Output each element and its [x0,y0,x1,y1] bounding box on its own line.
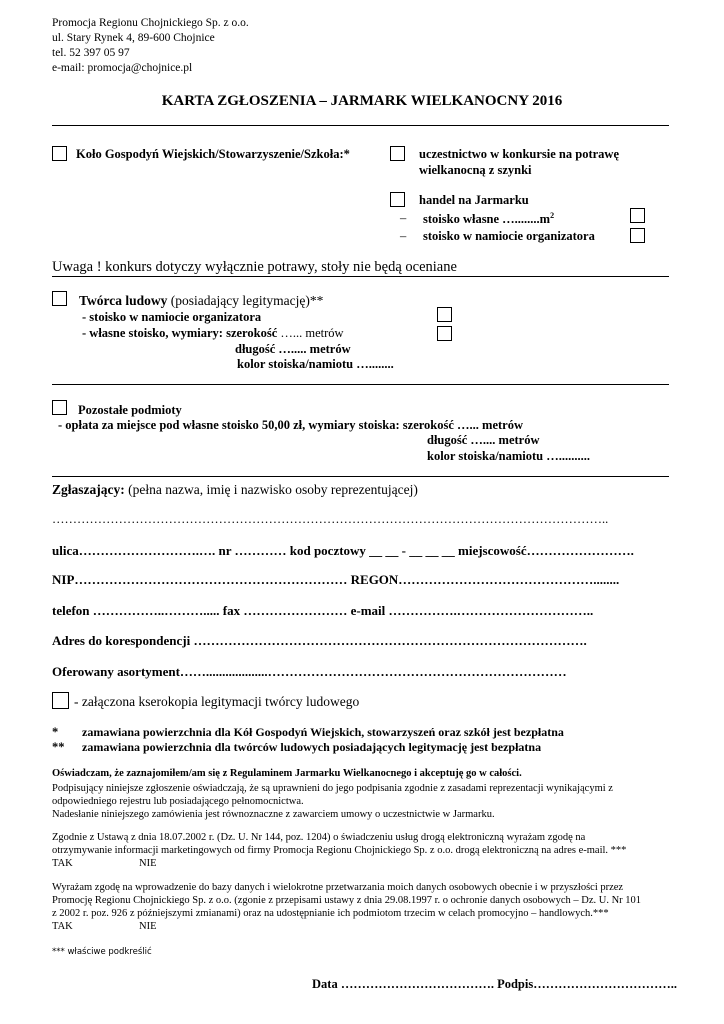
declaration-text: odpowiedniego rejestru lub posiadającego pełnomocnictwa. [52,796,304,807]
declaration-text: Podpisujący niniejsze zgłoszenie oświadczają, że są uprawnieni do jego podpisania zgodnie z zasadami reprezentacji wynikającymi z [52,783,613,794]
assortment-field[interactable]: Oferowany asortyment……...................…………………………………………………………… [52,664,567,679]
marketing-consent-text: otrzymywanie informacji marketingowych od firmy Promocja Regionu Chojnickiego Sp. z o.o. drogą elektroniczną na adres e-mail. *** [52,845,627,856]
folk-artist-title: Twórca ludowy [79,293,168,308]
other-entities-title: Pozostałe podmioty [78,403,182,417]
folk-tent-label: - stoisko w namiocie organizatora [82,310,262,324]
contest-checkbox[interactable] [390,146,405,161]
folk-own-suffix: …... metrów [277,326,344,340]
divider [52,384,669,385]
correspondence-field[interactable]: Adres do korespondencji ………………………………………………………………………………. [52,633,587,648]
data-yes-option[interactable]: TAK [52,921,73,932]
divider [52,476,669,477]
folk-own-stand-checkbox[interactable] [437,326,452,341]
address-fields[interactable]: ulica……………………….…. nr ………… kod pocztowy __ __ - __ __ __ miejscowość……………………. [52,543,634,558]
data-no-option[interactable]: NIE [139,921,157,932]
other-entities-checkbox[interactable] [52,400,67,415]
organizer-tent-label: stoisko w namiocie organizatora [423,229,595,243]
other-fee-line: - opłata za miejsce pod własne stoisko 50,00 zł, wymiary stoiska: szerokość …... metrów [58,418,523,432]
regulation-statement: Oświadczam, że zaznajomiłem/am się z Regulaminem Jarmarku Wielkanocnego i akceptuję go w całości. [52,768,522,779]
applicant-hint: (pełna nazwa, imię i nazwisko osoby reprezentującej) [124,482,418,497]
folk-own-prefix: - własne stoisko, wymiary: szerokość [82,326,278,340]
organizer-tent-checkbox[interactable] [630,228,645,243]
data-consent-text: Promocję Regionu Chojnickiego Sp. z o.o. (zgonie z przepisami ustawy z dnia 29.08.1997 r. o ochronie danych osobowych – Dz. U. Nr 101 [52,895,642,906]
org-address: ul. Stary Rynek 4, 89-600 Chojnice [52,32,215,44]
folk-artist-label [79,293,323,309]
tax-id-fields[interactable]: NIP……………………………………………………… REGON………………………………………........ [52,572,620,587]
data-consent-text: z 2002 r. poz. 926 z późniejszymi zmianami) oraz na udostępnianie ich podmiotom trzecim w celach promocyjno – handlowych.*** [52,908,609,919]
own-stand-label [423,211,554,227]
folk-tent-checkbox[interactable] [437,307,452,322]
dash-marker: – [400,211,407,225]
data-consent-text: Wyrażam zgodę na wprowadzenie do bazy danych i wielokrotne przetwarzania moich danych osobowych obecnie i w przyszłości przez [52,882,624,893]
folk-length: długość …..... metrów [235,342,351,356]
declaration-text: Nadesłanie niniejszego zamówienia jest równoznaczne z zawarciem umowy o uczestnictwie w Jarmarku. [52,809,495,820]
folk-artist-subtitle: (posiadający legitymację)** [167,293,324,308]
contact-fields[interactable]: telefon ……………..………..... fax …………………… e-mail …………….………………………….. [52,603,594,618]
contest-note: Uwaga ! konkurs dotyczy wyłącznie potrawy, stoły nie będą oceniane [52,259,457,275]
footnote-2: zamawiana powierzchnia dla twórców ludowych posiadających legitymację jest bezpłatna [82,740,542,754]
own-stand-text: stoisko własne …........m [423,212,551,227]
org-name: Promocja Regionu Chojnickiego Sp. z o.o. [52,17,249,29]
folk-color: kolor stoiska/namiotu …........ [237,357,394,371]
dash-marker: – [400,229,407,243]
form-title: KARTA ZGŁOSZENIA – JARMARK WIELKANOCNY 2016 [161,93,563,109]
own-stand-checkbox[interactable] [630,208,645,223]
trade-checkbox[interactable] [390,192,405,207]
contest-label-line2: wielkanocną z szynki [419,163,532,177]
footnote-1: zamawiana powierzchnia dla Kół Gospodyń Wiejskich, stowarzyszeń oraz szkół jest bezpłatna [82,725,564,739]
folk-own-stand-label [82,326,344,341]
id-copy-label: - załączona kserokopia legitymacji twórcy ludowego [74,694,360,709]
marketing-no-option[interactable]: NIE [139,858,157,869]
contest-label-line1: uczestnictwo w konkursie na potrawę [419,147,619,161]
applicant-name-field[interactable]: …………………………………………………………………………………………………………………….. [52,512,609,526]
marketing-yes-option[interactable]: TAK [52,858,73,869]
other-color: kolor stoiska/namiotu ….......... [427,449,590,463]
org-email: e-mail: promocja@chojnice.pl [52,62,193,74]
footnote-marker: ** [52,740,65,754]
applicant-label [52,482,418,498]
trade-label: handel na Jarmarku [419,193,529,207]
folk-artist-checkbox[interactable] [52,291,67,306]
divider [52,125,669,126]
applicant-title: Zgłaszający: [52,482,125,497]
kgw-label: Koło Gospodyń Wiejskich/Stowarzyszenie/Szkoła:* [76,147,350,161]
id-copy-checkbox[interactable] [52,692,69,709]
underline-note: *** właściwe podkreślić [52,947,152,957]
marketing-consent-text: Zgodnie z Ustawą z dnia 18.07.2002 r. (Dz. U. Nr 144, poz. 1204) o świadczeniu usług drogą elektroniczną wyrażam zgodę na [52,832,586,843]
divider [52,276,669,277]
date-signature-field[interactable]: Data ………………………………. Podpis…………………………….. [312,977,677,991]
other-length: długość ….... metrów [427,433,540,447]
footnote-marker: * [52,725,59,739]
org-phone: tel. 52 397 05 97 [52,47,130,59]
kgw-checkbox[interactable] [52,146,67,161]
own-stand-unit-sup: 2 [550,211,555,220]
